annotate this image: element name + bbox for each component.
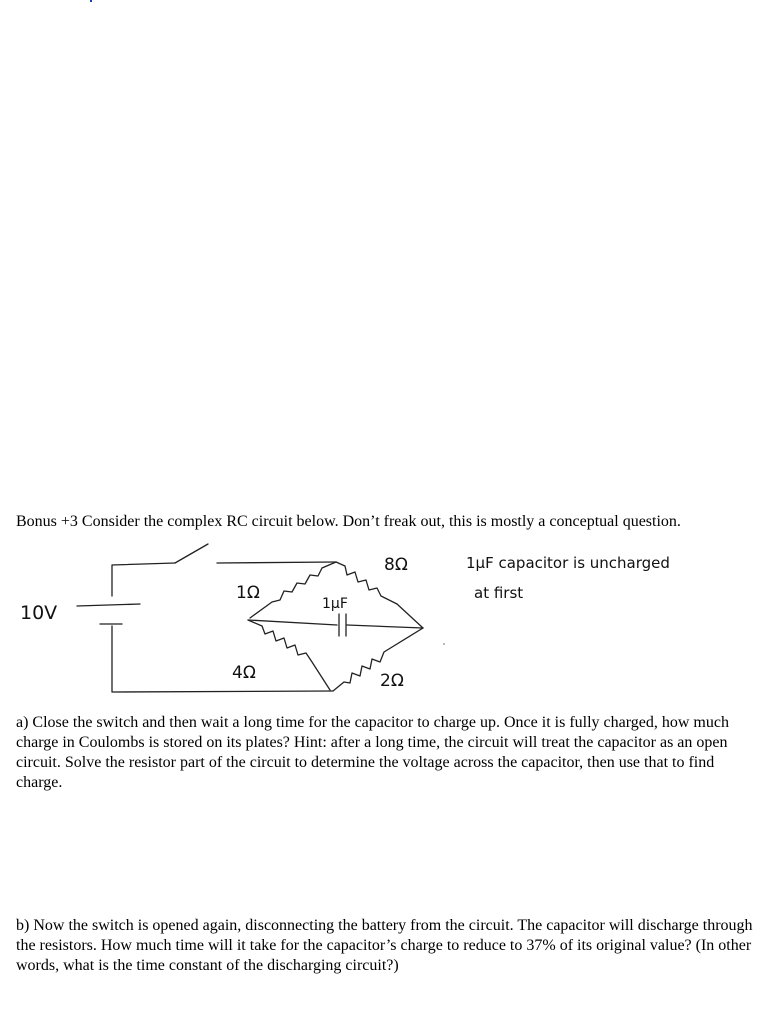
rc-circuit-diagram	[0, 530, 769, 700]
resistor-2ohm	[333, 628, 423, 691]
wire-top	[217, 562, 336, 563]
wire-top-left	[112, 563, 175, 596]
note-line-1: 1μF capacitor is uncharged	[466, 554, 670, 572]
wire-8ohm-right	[397, 604, 423, 628]
note-line-2: at first	[474, 584, 524, 602]
wire-battery-down	[112, 626, 333, 692]
resistor-1ohm-label: 1Ω	[236, 583, 260, 603]
part-b-question: b) Now the switch is opened again, disconnecting the battery from the circuit. The capacitor will discharge through the resistors. How much time will it take for the capacitor’s charge to reduce to 37% of its original value? (In other words, what is the time constant of the discharging circuit?)	[16, 917, 753, 974]
bonus-question: Bonus +3 Consider the complex RC circuit below. Don’t freak out, this is mostly a conceptual question.	[16, 513, 681, 530]
capacitor-label: 1μF	[322, 596, 348, 612]
wire-cap-right	[347, 625, 423, 628]
battery-label: 10V	[20, 602, 58, 624]
resistor-4ohm-label: 4Ω	[232, 663, 256, 683]
resistor-2ohm-label: 2Ω	[380, 671, 404, 691]
stray-dot	[90, 0, 92, 2]
battery-long-plate	[77, 604, 140, 606]
stray-mark	[443, 643, 445, 645]
resistor-4ohm	[248, 620, 330, 690]
part-a-question: a) Close the switch and then wait a long time for the capacitor to charge up. Once it is fully charged, how much charge in Coulombs is stored on its plates? Hint: after a long time, the circuit will treat the capacitor as an open circuit. Solve the resistor part of the circuit to determine the voltage across the capacitor, then use that to find charge.	[16, 714, 729, 791]
resistor-8ohm-label: 8Ω	[384, 555, 408, 575]
wire-cap-left	[248, 620, 337, 625]
switch-blade	[175, 544, 208, 563]
